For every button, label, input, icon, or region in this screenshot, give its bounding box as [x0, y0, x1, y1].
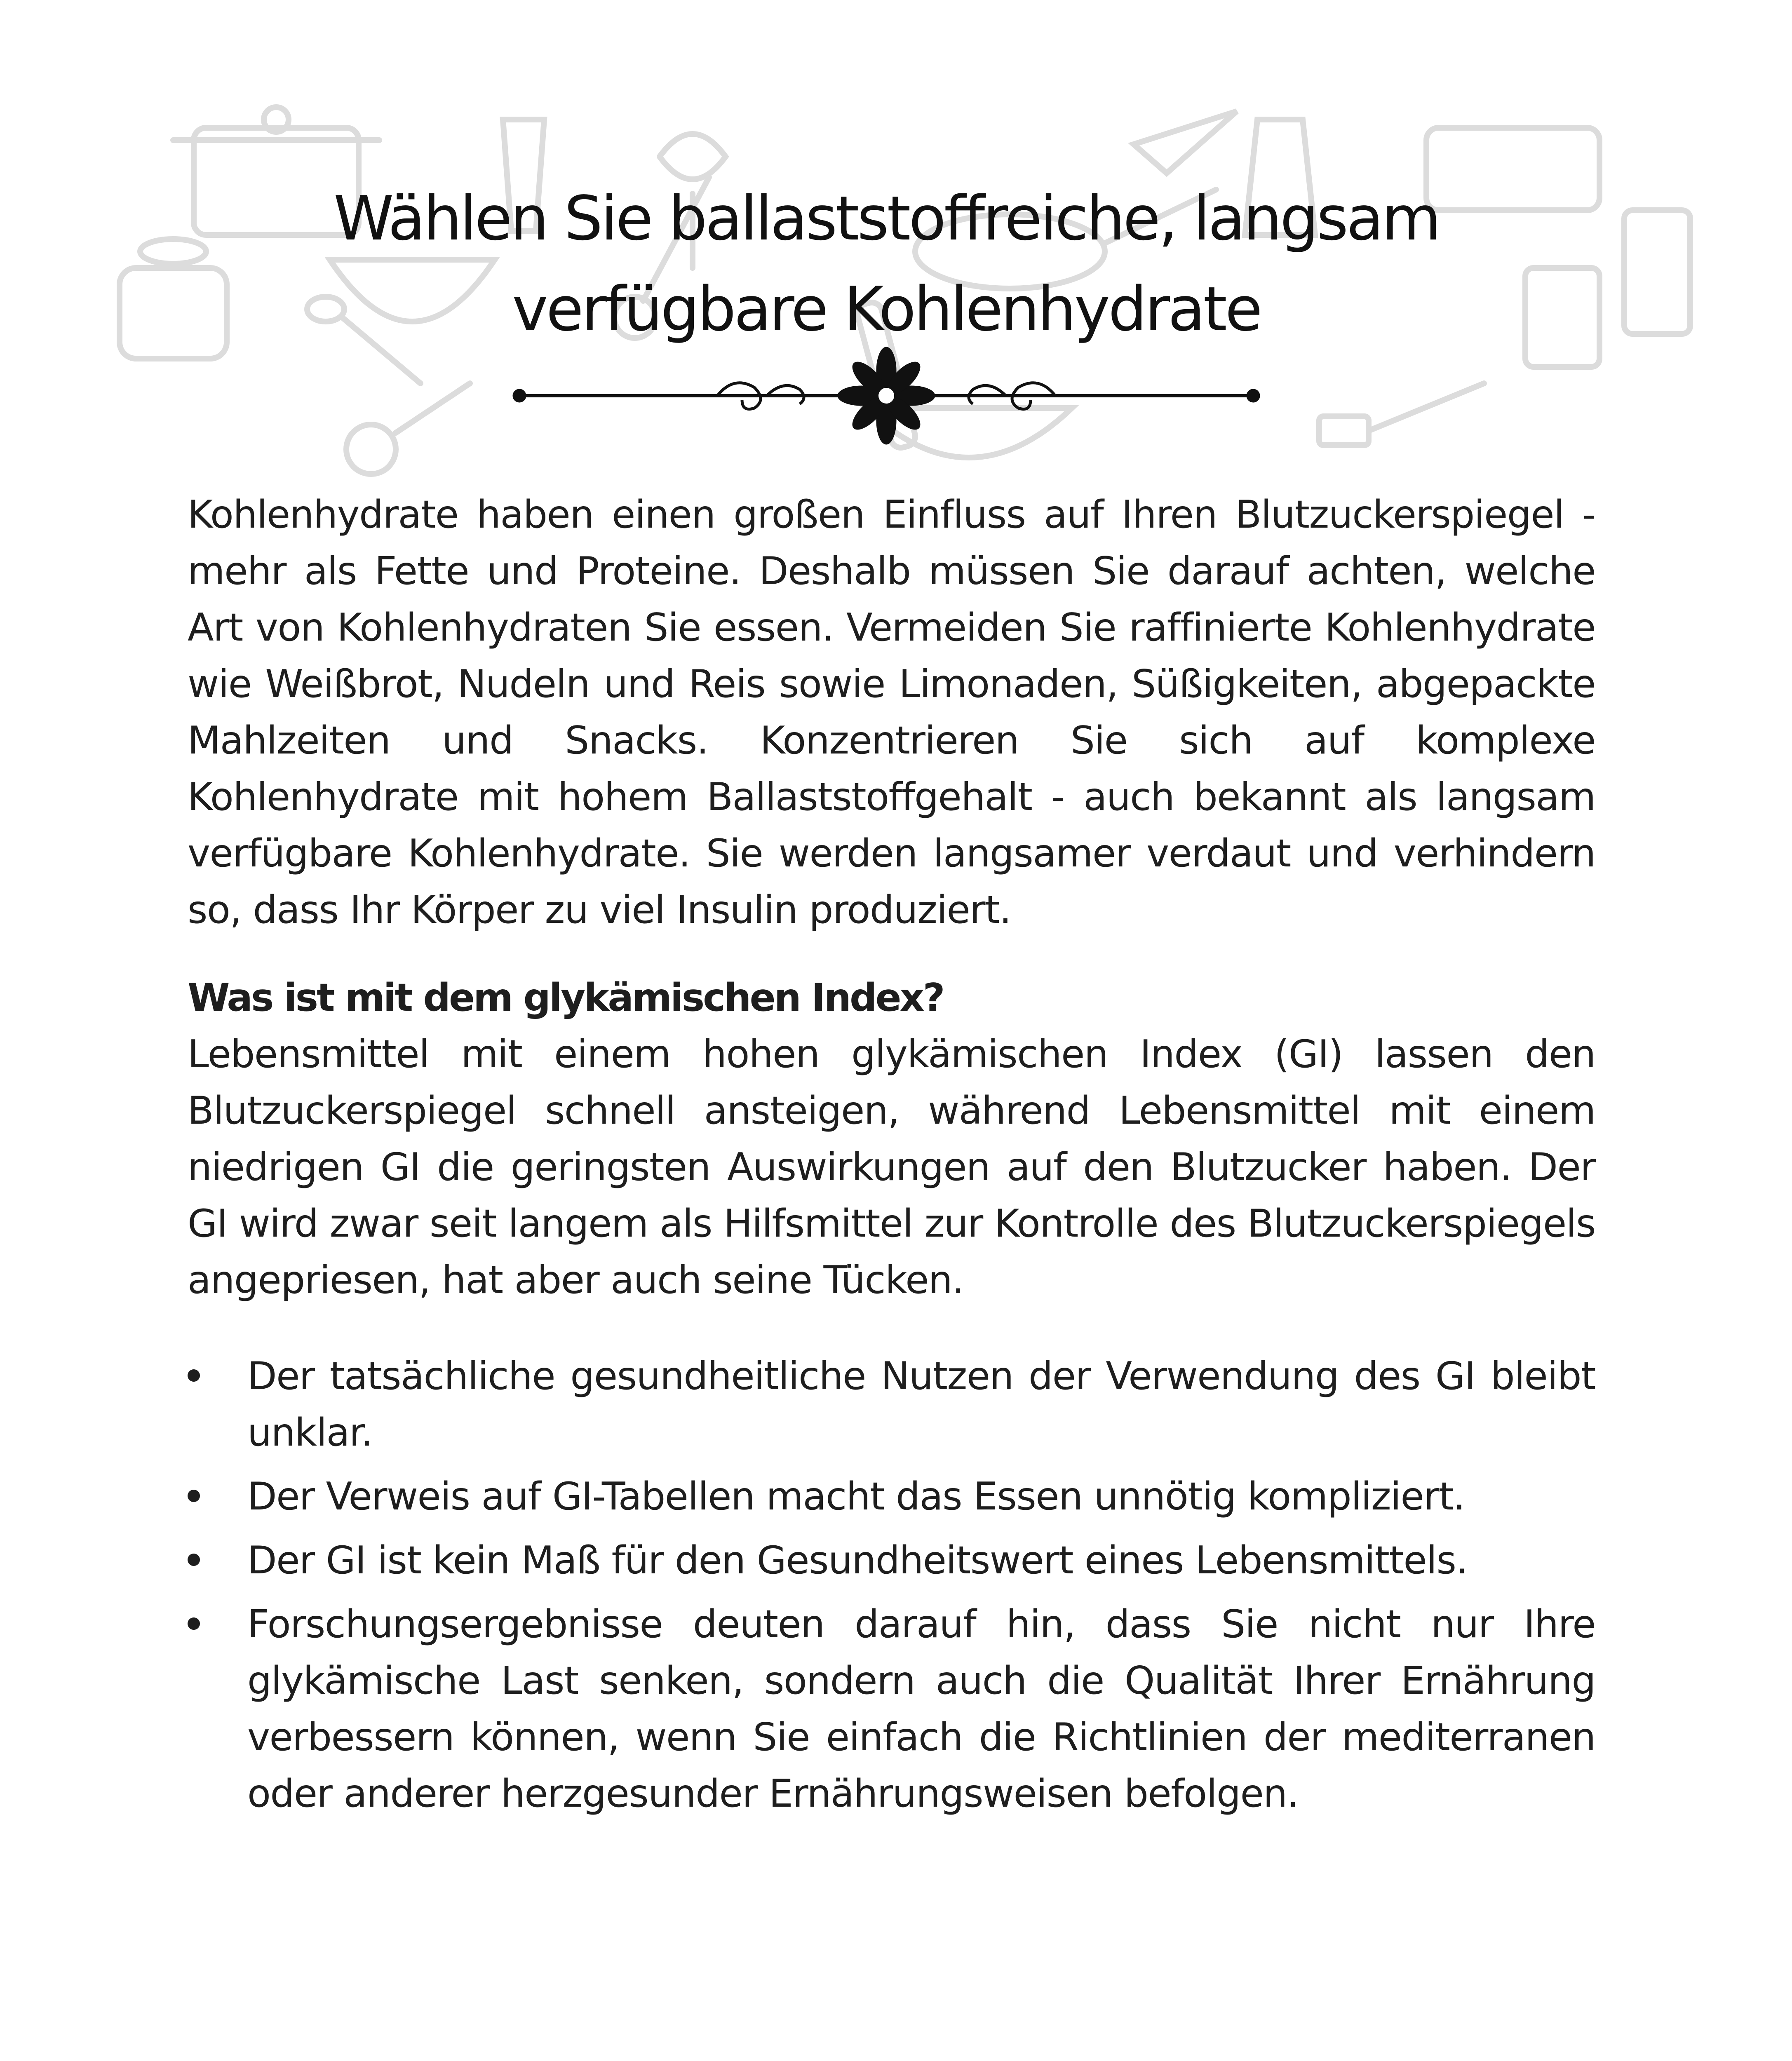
bullet-icon	[188, 1490, 200, 1502]
list-item	[188, 1468, 1595, 1525]
skimmer-icon	[346, 383, 470, 474]
section-subheading: Was ist mit dem glykämischen Index?	[188, 975, 944, 1020]
bullet-icon	[188, 1617, 200, 1630]
bullet-icon	[188, 1369, 200, 1382]
list-item	[188, 1532, 1595, 1589]
page-content	[188, 486, 1595, 1829]
list-item-text: Der tatsächliche gesundheitliche Nutzen der Verwendung des GI bleibt unklar.	[247, 1354, 1595, 1455]
gi-paragraph: Lebensmittel mit einem hohen glykämischen Index (GI) lassen den Blutzuckerspiegel schnell ansteigen, während Lebensmittel mit einem niedrigen GI die geringsten Auswirkungen auf den Blutzucker haben. Der GI wird zwar seit langem als Hilfsmittel zur Kontrolle des Blutzuckerspiegels angepriesen, hat aber auch seine Tücken.	[188, 1032, 1595, 1302]
list-item-text: Forschungsergebnisse deuten darauf hin, dass Sie nicht nur Ihre glykämische Last senken, sondern auch die Qualität Ihrer Ernährung verbessern können, wenn Sie einfach die Richtlinien der mediterranen oder anderer herzgesunder Ernährungsweisen befolgen.	[247, 1602, 1595, 1816]
spatula-icon	[1319, 383, 1484, 445]
list-item	[188, 1596, 1595, 1822]
list-item	[188, 1348, 1595, 1461]
ornamental-flower-divider-icon	[511, 346, 1261, 445]
bullet-icon	[188, 1554, 200, 1566]
page-title	[206, 173, 1567, 354]
list-item-text: Der GI ist kein Maß für den Gesundheitswert eines Lebensmittels.	[247, 1538, 1468, 1582]
knife-icon	[1134, 111, 1237, 173]
grater-icon	[1624, 210, 1690, 334]
gi-bullet-list	[188, 1348, 1595, 1822]
list-item-text: Der Verweis auf GI-Tabellen macht das Essen unnötig kompliziert.	[247, 1474, 1465, 1519]
page-title-line-2: verfügbare Kohlenhydrate	[512, 274, 1261, 345]
page-title-line-1: Wählen Sie ballaststoffreiche, langsam	[334, 183, 1439, 254]
intro-paragraph: Kohlenhydrate haben einen großen Einfluss auf Ihren Blutzuckerspiegel - mehr als Fette und Proteine. Deshalb müssen Sie darauf achten, welche Art von Kohlenhydraten Sie essen. Vermeiden Sie raffinierte Kohlenhydrate wie Weißbrot, Nudeln und Reis sowie Limonaden, Süßigkeiten, abgepackte Mahlzeiten und Snacks. Konzentrieren Sie sich auf komplexe Kohlenhydrate mit hohem Ballaststoffgehalt - auch bekannt als langsam verfügbare Kohlenhydrate. Sie werden langsamer verdaut und verhindern so, dass Ihr Körper zu viel Insulin produziert.	[188, 492, 1595, 932]
